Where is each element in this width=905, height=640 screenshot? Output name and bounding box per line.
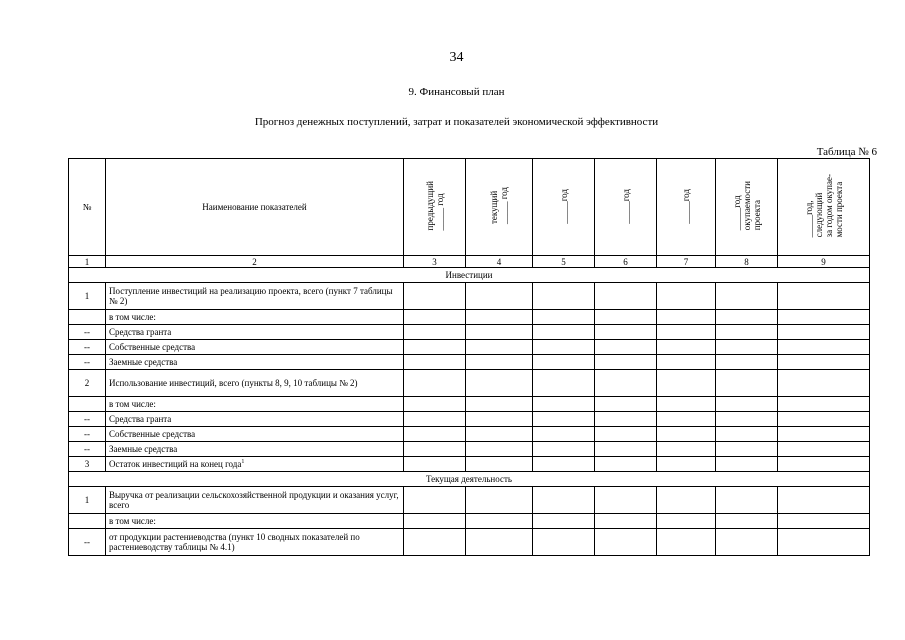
table-row	[69, 355, 870, 370]
value-cell[interactable]	[778, 427, 870, 442]
header-year-after-payback: _____год, следующий за годом окупае- мости проекта	[778, 159, 870, 256]
indicator-name: Средства гранта	[109, 414, 172, 424]
row-number-cell: --	[69, 325, 106, 340]
value-cell[interactable]	[657, 457, 716, 472]
column-number: 3	[404, 256, 466, 268]
table-row	[69, 325, 870, 340]
value-cell[interactable]	[657, 325, 716, 340]
value-cell[interactable]	[533, 283, 595, 310]
table-label: Таблица № 6	[816, 146, 877, 158]
row-number-cell: 1	[69, 283, 106, 310]
value-cell[interactable]	[404, 310, 466, 325]
table-row	[69, 457, 870, 472]
value-cell[interactable]	[466, 412, 533, 427]
value-cell[interactable]	[404, 514, 466, 529]
table-row	[69, 427, 870, 442]
value-cell[interactable]	[778, 397, 870, 412]
indicator-name-cell	[106, 487, 404, 514]
table-body	[69, 268, 870, 556]
value-cell[interactable]	[778, 310, 870, 325]
row-number-cell: --	[69, 427, 106, 442]
value-cell[interactable]	[716, 487, 778, 514]
value-cell[interactable]	[533, 340, 595, 355]
row-number-cell: 1	[69, 487, 106, 514]
indicator-name: Средства гранта	[109, 327, 172, 337]
indicator-name: Остаток инвестиций на конец года	[109, 459, 242, 469]
column-number: 7	[657, 256, 716, 268]
value-cell[interactable]	[657, 427, 716, 442]
value-cell[interactable]	[466, 310, 533, 325]
value-cell[interactable]	[657, 283, 716, 310]
value-cell[interactable]	[466, 370, 533, 397]
indicator-name-cell	[106, 283, 404, 310]
value-cell[interactable]	[404, 397, 466, 412]
value-cell[interactable]	[533, 487, 595, 514]
row-number-cell: --	[69, 529, 106, 556]
value-cell[interactable]	[466, 457, 533, 472]
table-row	[69, 487, 870, 514]
value-cell[interactable]	[533, 397, 595, 412]
value-cell[interactable]	[778, 529, 870, 556]
row-number-cell	[69, 514, 106, 529]
section-title-cell: Текущая деятельность	[69, 472, 870, 487]
value-cell[interactable]	[778, 325, 870, 340]
page-number: 34	[449, 50, 464, 65]
section-title: 9. Финансовый план	[408, 86, 505, 98]
column-number: 4	[466, 256, 533, 268]
value-cell[interactable]	[716, 427, 778, 442]
row-number-cell: 2	[69, 370, 106, 397]
indicator-name-cell	[106, 397, 404, 412]
indicator-name: Выручка от реализации сельскохозяйственной продукции и оказания услуг, всего	[109, 490, 399, 510]
value-cell[interactable]	[595, 529, 657, 556]
value-cell[interactable]	[657, 340, 716, 355]
value-cell[interactable]	[404, 283, 466, 310]
value-cell[interactable]	[533, 370, 595, 397]
indicator-name-cell	[106, 325, 404, 340]
indicator-name-cell	[106, 457, 404, 472]
table-row	[69, 370, 870, 397]
financial-plan-table	[68, 158, 870, 556]
indicator-name: Поступление инвестиций на реализацию проекта, всего (пункт 7 таблицы № 2)	[109, 286, 393, 306]
value-cell[interactable]	[657, 412, 716, 427]
header-row	[69, 159, 870, 256]
indicator-name: от продукции растениеводства (пункт 10 сводных показателей по растениеводству таблицы № 4.1)	[109, 532, 360, 552]
value-cell[interactable]	[466, 487, 533, 514]
value-cell[interactable]	[657, 310, 716, 325]
indicator-name-cell	[106, 529, 404, 556]
table-row	[69, 412, 870, 427]
value-cell[interactable]	[595, 325, 657, 340]
value-cell[interactable]	[533, 310, 595, 325]
value-cell[interactable]	[466, 355, 533, 370]
value-cell[interactable]	[595, 310, 657, 325]
row-number-cell: --	[69, 442, 106, 457]
value-cell[interactable]	[778, 442, 870, 457]
value-cell[interactable]	[778, 457, 870, 472]
indicator-name-cell	[106, 514, 404, 529]
value-cell[interactable]	[595, 355, 657, 370]
value-cell[interactable]	[595, 427, 657, 442]
value-cell[interactable]	[778, 514, 870, 529]
value-cell[interactable]	[595, 487, 657, 514]
table-row	[69, 397, 870, 412]
indicator-name-cell	[106, 310, 404, 325]
value-cell[interactable]	[778, 340, 870, 355]
value-cell[interactable]	[533, 412, 595, 427]
value-cell[interactable]	[716, 457, 778, 472]
row-number-cell: 3	[69, 457, 106, 472]
column-numbers-row	[69, 256, 870, 268]
footnote-marker: 1	[241, 459, 245, 465]
value-cell[interactable]	[657, 514, 716, 529]
value-cell[interactable]	[716, 514, 778, 529]
value-cell[interactable]	[657, 442, 716, 457]
indicator-name: Использование инвестиций, всего (пункты 8, 9, 10 таблицы № 2)	[109, 378, 358, 388]
value-cell[interactable]	[466, 514, 533, 529]
value-cell[interactable]	[716, 529, 778, 556]
value-cell[interactable]	[595, 457, 657, 472]
value-cell[interactable]	[595, 412, 657, 427]
value-cell[interactable]	[778, 370, 870, 397]
header-no: №	[69, 159, 106, 256]
value-cell[interactable]	[404, 457, 466, 472]
indicator-name: Собственные средства	[109, 429, 196, 439]
value-cell[interactable]	[595, 340, 657, 355]
value-cell[interactable]	[533, 427, 595, 442]
table-row	[69, 514, 870, 529]
indicator-name: в том числе:	[109, 516, 156, 526]
header-year-5: _____год	[533, 159, 595, 256]
section-header-row	[69, 472, 870, 487]
table-row	[69, 442, 870, 457]
value-cell[interactable]	[595, 397, 657, 412]
table-subtitle: Прогноз денежных поступлений, затрат и показателей экономической эффективности	[254, 116, 659, 128]
value-cell[interactable]	[657, 529, 716, 556]
value-cell[interactable]	[466, 283, 533, 310]
header-payback-year: _____год окупаемости проекта	[716, 159, 778, 256]
value-cell[interactable]	[716, 397, 778, 412]
value-cell[interactable]	[595, 370, 657, 397]
section-title-cell: Инвестиции	[69, 268, 870, 283]
indicator-name: Собственные средства	[109, 342, 196, 352]
table-row	[69, 310, 870, 325]
value-cell[interactable]	[533, 529, 595, 556]
value-cell[interactable]	[657, 355, 716, 370]
header-indicator-name: Наименование показателей	[106, 159, 404, 256]
column-number: 9	[778, 256, 870, 268]
indicator-name: Заемные средства	[109, 357, 178, 367]
value-cell[interactable]	[595, 283, 657, 310]
column-number: 5	[533, 256, 595, 268]
row-number-cell: --	[69, 340, 106, 355]
indicator-name-cell	[106, 340, 404, 355]
indicator-name-cell	[106, 355, 404, 370]
column-number: 8	[716, 256, 778, 268]
column-number: 1	[69, 256, 106, 268]
indicator-name: в том числе:	[109, 312, 156, 322]
value-cell[interactable]	[404, 442, 466, 457]
value-cell[interactable]	[657, 397, 716, 412]
value-cell[interactable]	[404, 355, 466, 370]
value-cell[interactable]	[466, 427, 533, 442]
indicator-name-cell	[106, 442, 404, 457]
section-header-row	[69, 268, 870, 283]
value-cell[interactable]	[778, 412, 870, 427]
header-previous-year: предыдущий _____ год	[404, 159, 466, 256]
table-row	[69, 529, 870, 556]
value-cell[interactable]	[716, 310, 778, 325]
value-cell[interactable]	[778, 487, 870, 514]
value-cell[interactable]	[533, 442, 595, 457]
value-cell[interactable]	[466, 397, 533, 412]
value-cell[interactable]	[595, 442, 657, 457]
value-cell[interactable]	[466, 325, 533, 340]
indicator-name: в том числе:	[109, 399, 156, 409]
value-cell[interactable]	[657, 370, 716, 397]
indicator-name-cell	[106, 427, 404, 442]
value-cell[interactable]	[404, 529, 466, 556]
indicator-name-cell	[106, 370, 404, 397]
column-number: 2	[106, 256, 404, 268]
header-year-7: _____год	[657, 159, 716, 256]
value-cell[interactable]	[716, 355, 778, 370]
value-cell[interactable]	[533, 325, 595, 340]
value-cell[interactable]	[466, 442, 533, 457]
value-cell[interactable]	[404, 412, 466, 427]
value-cell[interactable]	[404, 487, 466, 514]
row-number-cell: --	[69, 412, 106, 427]
value-cell[interactable]	[716, 442, 778, 457]
header-year-6: _____год	[595, 159, 657, 256]
value-cell[interactable]	[533, 355, 595, 370]
value-cell[interactable]	[404, 325, 466, 340]
table-row	[69, 283, 870, 310]
row-number-cell	[69, 310, 106, 325]
value-cell[interactable]	[404, 427, 466, 442]
indicator-name: Заемные средства	[109, 444, 178, 454]
column-number: 6	[595, 256, 657, 268]
value-cell[interactable]	[595, 514, 657, 529]
value-cell[interactable]	[533, 457, 595, 472]
value-cell[interactable]	[404, 340, 466, 355]
row-number-cell: --	[69, 355, 106, 370]
value-cell[interactable]	[716, 370, 778, 397]
value-cell[interactable]	[657, 487, 716, 514]
value-cell[interactable]	[716, 325, 778, 340]
value-cell[interactable]	[716, 283, 778, 310]
value-cell[interactable]	[533, 514, 595, 529]
value-cell[interactable]	[716, 340, 778, 355]
value-cell[interactable]	[778, 355, 870, 370]
table-row	[69, 340, 870, 355]
value-cell[interactable]	[466, 529, 533, 556]
header-current-year: текущий _____ год	[466, 159, 533, 256]
indicator-name-cell	[106, 412, 404, 427]
value-cell[interactable]	[466, 340, 533, 355]
value-cell[interactable]	[404, 370, 466, 397]
value-cell[interactable]	[716, 412, 778, 427]
row-number-cell	[69, 397, 106, 412]
value-cell[interactable]	[778, 283, 870, 310]
